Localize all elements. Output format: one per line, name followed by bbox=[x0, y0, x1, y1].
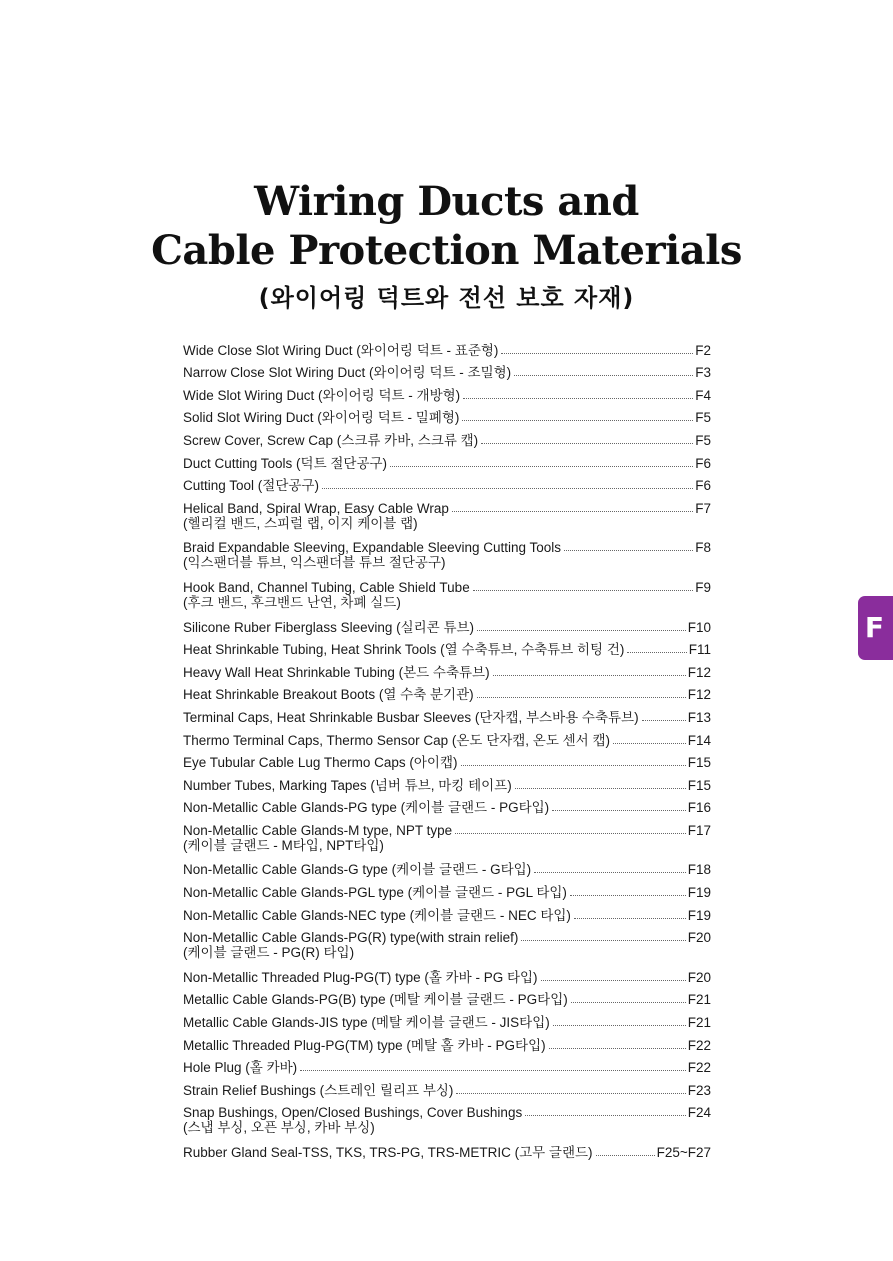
dot-leader bbox=[642, 720, 686, 721]
toc-entry-page: F7 bbox=[695, 500, 711, 516]
toc-entry[interactable] bbox=[183, 986, 711, 1009]
toc-entry-page: F5 bbox=[695, 410, 711, 426]
toc-entry-title: Helical Band, Spiral Wrap, Easy Cable Wrap bbox=[183, 500, 449, 516]
toc-entry-page: F4 bbox=[695, 387, 711, 403]
toc-entry-page: F21 bbox=[687, 992, 711, 1008]
toc-entry-title: Non-Metallic Cable Glands-NEC type (케이블 글랜드 - NEC 타입) bbox=[183, 907, 571, 923]
dot-leader bbox=[300, 1070, 686, 1071]
toc-entry-page: F12 bbox=[687, 664, 711, 680]
dot-leader bbox=[627, 652, 686, 653]
toc-entry-line bbox=[183, 573, 711, 596]
dot-leader bbox=[534, 872, 686, 873]
toc-entry-title: Eye Tubular Cable Lug Thermo Caps (아이캡) bbox=[183, 755, 458, 771]
dot-leader bbox=[462, 420, 693, 421]
toc-entry-page: F12 bbox=[687, 687, 711, 703]
toc-entry-page: F19 bbox=[687, 885, 711, 901]
toc-entry-line bbox=[183, 771, 711, 794]
toc-entry-page: F3 bbox=[695, 365, 711, 381]
dot-leader bbox=[455, 833, 686, 834]
toc-entry[interactable] bbox=[183, 658, 711, 681]
dot-leader bbox=[596, 1155, 655, 1156]
toc-entry-line bbox=[183, 726, 711, 749]
toc-entry-line bbox=[183, 426, 711, 449]
toc-entry[interactable] bbox=[183, 1031, 711, 1054]
toc-entry-line bbox=[183, 986, 711, 1009]
toc-entry-line bbox=[183, 449, 711, 472]
toc-entry-title: Terminal Caps, Heat Shrinkable Busbar Sleeves (단자캡, 부스바용 수축튜브) bbox=[183, 709, 639, 725]
toc-entry-line bbox=[183, 336, 711, 359]
toc-entry-page: F18 bbox=[687, 862, 711, 878]
dot-leader bbox=[501, 353, 693, 354]
toc-entry[interactable] bbox=[183, 613, 711, 636]
toc-entry[interactable] bbox=[183, 359, 711, 382]
toc-entry[interactable] bbox=[183, 381, 711, 404]
dot-leader bbox=[564, 550, 693, 551]
toc-entry[interactable] bbox=[183, 1138, 711, 1161]
toc-entry-title: Strain Relief Bushings (스트레인 릴리프 부싱) bbox=[183, 1082, 454, 1098]
toc-entry-line bbox=[183, 963, 711, 986]
dot-leader bbox=[515, 788, 686, 789]
toc-entry-title: Snap Bushings, Open/Closed Bushings, Cover Bushings bbox=[183, 1105, 523, 1121]
toc-entry[interactable] bbox=[183, 1054, 711, 1077]
toc-entry[interactable] bbox=[183, 426, 711, 449]
toc-entry-title: Duct Cutting Tools (덕트 절단공구) bbox=[183, 455, 388, 471]
toc-entry[interactable] bbox=[183, 901, 711, 924]
toc-entry[interactable] bbox=[183, 573, 711, 613]
toc-entry-page: F6 bbox=[695, 478, 711, 494]
toc-entry-line bbox=[183, 472, 711, 495]
toc-entry-subtitle: (케이블 글랜드 - M타입, NPT타입) bbox=[183, 837, 384, 853]
toc-entry-title: Non-Metallic Cable Glands-G type (케이블 글랜드 - G타입) bbox=[183, 862, 532, 878]
toc-entry-page: F15 bbox=[687, 755, 711, 771]
dot-leader bbox=[477, 630, 686, 631]
toc-entry[interactable] bbox=[183, 1008, 711, 1031]
toc-entry-line bbox=[183, 404, 711, 427]
toc-entry[interactable] bbox=[183, 749, 711, 772]
toc-entry-page: F6 bbox=[695, 455, 711, 471]
toc-entry-subtitle: (후크 밴드, 후크밴드 난연, 차폐 실드) bbox=[183, 594, 401, 610]
dot-leader bbox=[574, 918, 686, 919]
toc-entry[interactable] bbox=[183, 771, 711, 794]
toc-entry-page: F21 bbox=[687, 1015, 711, 1031]
toc-entry[interactable] bbox=[183, 816, 711, 856]
toc-entry-subtitle: (케이블 글랜드 - PG(R) 타입) bbox=[183, 945, 355, 961]
toc-entry-page: F8 bbox=[695, 540, 711, 556]
toc-entry-line bbox=[183, 1008, 711, 1031]
dot-leader bbox=[322, 488, 693, 489]
toc-entry-line bbox=[183, 901, 711, 924]
toc-entry-title: Wide Slot Wiring Duct (와이어링 덕트 - 개방형) bbox=[183, 387, 461, 403]
dot-leader bbox=[473, 590, 694, 591]
toc-entry[interactable] bbox=[183, 1076, 711, 1099]
toc-entry-title: Braid Expandable Sleeving, Expandable Sleeving Cutting Tools bbox=[183, 540, 562, 556]
dot-leader bbox=[521, 940, 685, 941]
toc-entry-title: Metallic Threaded Plug-PG(TM) type (메탈 홀 카바 - PG타입) bbox=[183, 1037, 546, 1053]
toc-entry-title: Hook Band, Channel Tubing, Cable Shield Tube bbox=[183, 579, 470, 595]
toc-entry-line bbox=[183, 794, 711, 817]
toc-entry-page: F17 bbox=[687, 822, 711, 838]
toc-entry-line bbox=[183, 856, 711, 879]
toc-entry-page: F11 bbox=[688, 642, 711, 658]
toc-entry-line bbox=[183, 494, 711, 517]
toc-entry-page: F16 bbox=[687, 800, 711, 816]
toc-entry-page: F23 bbox=[687, 1082, 711, 1098]
toc-entry-line bbox=[183, 749, 711, 772]
toc-entry-subtitle: (익스팬더블 튜브, 익스팬더블 튜브 절단공구) bbox=[183, 555, 446, 571]
toc-entry[interactable] bbox=[183, 472, 711, 495]
toc-entry-line bbox=[183, 658, 711, 681]
toc-entry[interactable] bbox=[183, 1099, 711, 1139]
toc-entry-line bbox=[183, 613, 711, 636]
toc-entry-page: F25~F27 bbox=[656, 1145, 711, 1160]
toc-entry-title: Solid Slot Wiring Duct (와이어링 덕트 - 밀폐형) bbox=[183, 410, 460, 426]
toc-entry-title: Rubber Gland Seal-TSS, TKS, TRS-PG, TRS-METRIC (고무 글랜드) bbox=[183, 1145, 593, 1160]
toc-entry-page: F22 bbox=[687, 1060, 711, 1076]
toc-entry-page: F15 bbox=[687, 777, 711, 793]
dot-leader bbox=[525, 1115, 686, 1116]
toc-entry-subtitle: (스냅 부싱, 오픈 부싱, 카바 부싱) bbox=[183, 1120, 375, 1136]
dot-leader bbox=[493, 675, 686, 676]
page-title-line-2: Cable Protection Materials bbox=[151, 227, 742, 274]
toc-entry-line bbox=[183, 1054, 711, 1077]
toc-entry-subtitle: (헬리컬 밴드, 스피럴 랩, 이지 케이블 랩) bbox=[183, 515, 418, 531]
toc-entry-title: Narrow Close Slot Wiring Duct (와이어링 덕트 - 조밀형) bbox=[183, 365, 512, 381]
dot-leader bbox=[463, 398, 693, 399]
toc-entry-page: F13 bbox=[687, 709, 711, 725]
toc-entry-line bbox=[183, 703, 711, 726]
toc-entry[interactable] bbox=[183, 794, 711, 817]
toc-entry-title: Heat Shrinkable Breakout Boots (열 수축 분기관) bbox=[183, 687, 474, 703]
toc-entry[interactable] bbox=[183, 681, 711, 704]
toc-entry-title: Non-Metallic Cable Glands-PGL type (케이블 글랜드 - PGL 타입) bbox=[183, 885, 567, 901]
toc-entry-page: F5 bbox=[695, 432, 711, 448]
toc-entry-line bbox=[183, 1031, 711, 1054]
dot-leader bbox=[541, 980, 686, 981]
toc-entry[interactable] bbox=[183, 449, 711, 472]
toc-entry-title: Metallic Cable Glands-PG(B) type (메탈 케이블 글랜드 - PG타입) bbox=[183, 992, 568, 1008]
toc-entry[interactable] bbox=[183, 878, 711, 901]
toc-entry-line bbox=[183, 1138, 711, 1161]
toc-entry-line bbox=[183, 636, 711, 659]
toc-entry-line bbox=[183, 381, 711, 404]
toc-entry-title: Screw Cover, Screw Cap (스크류 카바, 스크류 캡) bbox=[183, 432, 479, 448]
toc-entry-page: F9 bbox=[695, 579, 711, 595]
toc-entry-title: Heat Shrinkable Tubing, Heat Shrink Tools (열 수축튜브, 수축튜브 히팅 건) bbox=[183, 642, 625, 658]
toc-entry[interactable] bbox=[183, 534, 711, 574]
toc-entry[interactable] bbox=[183, 856, 711, 879]
dot-leader bbox=[571, 1002, 686, 1003]
toc-entry-page: F20 bbox=[687, 930, 711, 946]
dot-leader bbox=[456, 1093, 685, 1094]
toc-entry-title: Heavy Wall Heat Shrinkable Tubing (본드 수축튜브) bbox=[183, 664, 490, 680]
page-title-line-1: Wiring Ducts and bbox=[254, 178, 639, 225]
toc-entry-page: F2 bbox=[695, 342, 711, 358]
dot-leader bbox=[613, 743, 686, 744]
toc-entry-title: Metallic Cable Glands-JIS type (메탈 케이블 글랜드 - JIS타입) bbox=[183, 1015, 550, 1031]
toc-entry-title: Non-Metallic Cable Glands-M type, NPT type bbox=[183, 822, 453, 838]
toc-entry-page: F24 bbox=[687, 1105, 711, 1121]
dot-leader bbox=[570, 895, 686, 896]
toc-entry[interactable] bbox=[183, 924, 711, 964]
dot-leader bbox=[553, 1025, 686, 1026]
toc-entry-line bbox=[183, 534, 711, 557]
toc-entry-page: F20 bbox=[687, 969, 711, 985]
toc-entry[interactable] bbox=[183, 336, 711, 359]
toc-entry-title: Silicone Ruber Fiberglass Sleeving (실리콘 튜브) bbox=[183, 619, 475, 635]
toc-entry-line bbox=[183, 681, 711, 704]
page-subtitle: (와이어링 덕트와 전선 보호 자재) bbox=[258, 284, 635, 312]
toc-entry[interactable] bbox=[183, 726, 711, 749]
toc-entry[interactable] bbox=[183, 963, 711, 986]
dot-leader bbox=[481, 443, 693, 444]
toc-entry-title: Cutting Tool (절단공구) bbox=[183, 478, 319, 494]
toc-entry-line bbox=[183, 1099, 711, 1122]
toc-entry-title: Thermo Terminal Caps, Thermo Sensor Cap (온도 단자캡, 온도 센서 캡) bbox=[183, 732, 611, 748]
toc-entry-title: Non-Metallic Threaded Plug-PG(T) type (홀 카바 - PG 타입) bbox=[183, 969, 538, 985]
toc-entry-line bbox=[183, 359, 711, 382]
toc-entry-title: Non-Metallic Cable Glands-PG(R) type(with strain relief) bbox=[183, 930, 519, 946]
toc-entry-page: F10 bbox=[687, 619, 711, 635]
dot-leader bbox=[461, 765, 686, 766]
toc-entry-title: Wide Close Slot Wiring Duct (와이어링 덕트 - 표준형) bbox=[183, 342, 499, 358]
dot-leader bbox=[514, 375, 693, 376]
dot-leader bbox=[390, 466, 693, 467]
toc-entry-page: F19 bbox=[687, 907, 711, 923]
toc-entry-line bbox=[183, 924, 711, 947]
dot-leader bbox=[549, 1048, 686, 1049]
toc-entry[interactable] bbox=[183, 404, 711, 427]
toc-entry[interactable] bbox=[183, 703, 711, 726]
table-of-contents bbox=[183, 336, 711, 1161]
section-tab[interactable]: F bbox=[858, 596, 893, 660]
dot-leader bbox=[452, 511, 693, 512]
toc-entry-title: Hole Plug (홀 카바) bbox=[183, 1060, 298, 1076]
dot-leader bbox=[477, 697, 686, 698]
toc-entry-line bbox=[183, 1076, 711, 1099]
toc-entry-page: F22 bbox=[687, 1037, 711, 1053]
toc-entry[interactable] bbox=[183, 494, 711, 534]
toc-entry-title: Non-Metallic Cable Glands-PG type (케이블 글랜드 - PG타입) bbox=[183, 800, 550, 816]
toc-entry-line bbox=[183, 878, 711, 901]
dot-leader bbox=[552, 810, 686, 811]
toc-entry-line bbox=[183, 816, 711, 839]
toc-entry[interactable] bbox=[183, 636, 711, 659]
toc-entry-title: Number Tubes, Marking Tapes (넘버 튜브, 마킹 테이프) bbox=[183, 777, 512, 793]
toc-entry-page: F14 bbox=[687, 732, 711, 748]
